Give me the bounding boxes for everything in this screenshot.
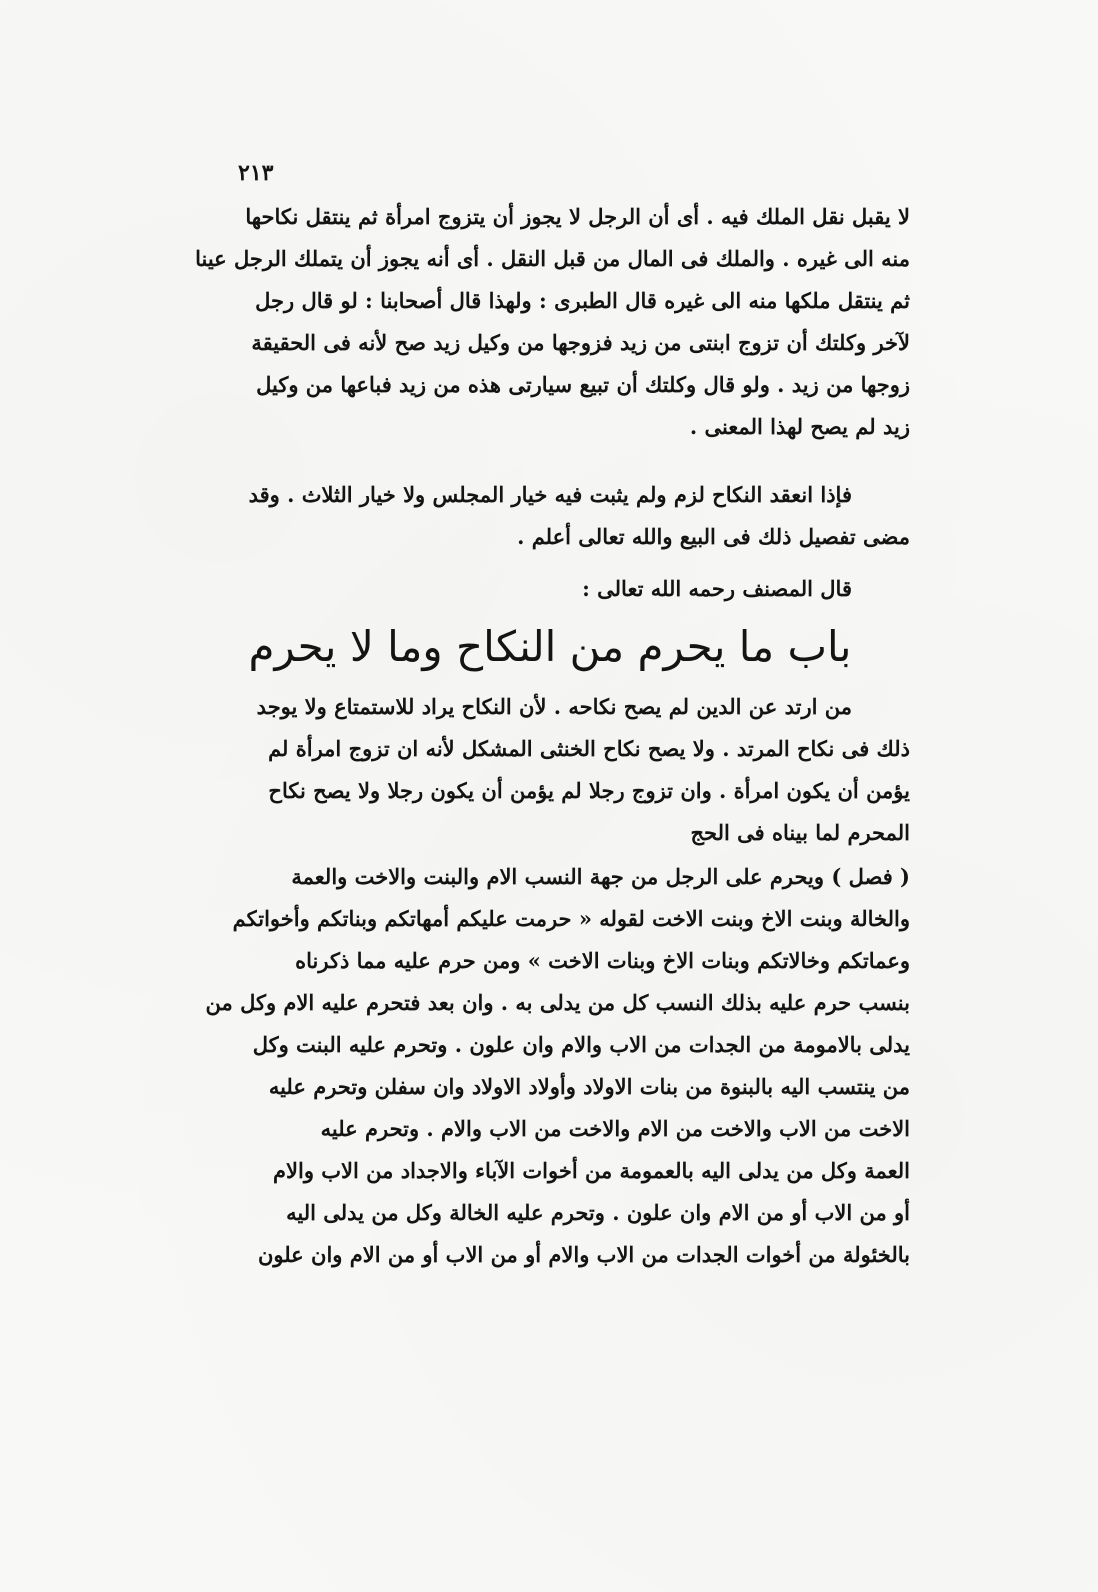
text-line: منه الى غيره . والملك فى المال من قبل النقل . أى أنه يجوز أن يتملك الرجل عينا — [195, 246, 910, 271]
page-number: ٢١٣ — [238, 160, 274, 186]
text-line: بالخئولة من أخوات الجدات من الاب والام أو من الاب أو من الام وان علون — [257, 1242, 910, 1267]
text-line: العمة وكل من يدلى اليه بالعمومة من أخوات الآباء والاجداد من الاب والام — [273, 1158, 910, 1183]
text-line: والخالة وبنت الاخ وبنت الاخت لقوله « حرمت عليكم أمهاتكم وبناتكم وأخواتكم — [232, 906, 910, 931]
text-line: فإذا انعقد النكاح لزم ولم يثبت فيه خيار المجلس ولا خيار الثلاث . وقد — [248, 482, 852, 507]
text-line: ثم ينتقل ملكها منه الى غيره قال الطبرى : ولهذا قال أصحابنا : لو قال رجل — [255, 288, 910, 313]
text-line: من ينتسب اليه بالبنوة من بنات الاولاد وأولاد الاولاد وان سفلن وتحرم عليه — [268, 1074, 910, 1099]
text-line: ذلك فى نكاح المرتد . ولا يصح نكاح الخنثى المشكل لأنه ان تزوج امرأة لم — [268, 736, 910, 761]
text-line: وعماتكم وخالاتكم وبنات الاخ وبنات الاخت » ومن حرم عليه مما ذكرناه — [295, 948, 910, 973]
paragraph-commentary — [190, 196, 910, 448]
text-line: أو من الاب أو من الام وان علون . وتحرم عليه الخالة وكل من يدلى اليه — [286, 1200, 910, 1225]
text-line: بنسب حرم عليه بذلك النسب كل من يدلى به . وان بعد فتحرم عليه الام وكل من — [205, 990, 910, 1015]
text-line: الاخت من الاب والاخت من الام والاخت من الاب والام . وتحرم عليه — [320, 1116, 910, 1141]
paragraph-section-lineage — [190, 856, 910, 1276]
text-line: لآخر وكلتك أن تزوج ابنتى من زيد فزوجها من وكيل زيد صح لأنه فى الحقيقة — [251, 330, 910, 355]
text-line: المحرم لما بيناه فى الحج — [690, 820, 910, 845]
text-line: يؤمن أن يكون امرأة . وان تزوج رجلا لم يؤمن أن يكون رجلا ولا يصح نكاح — [268, 778, 910, 803]
text-line: زيد لم يصح لهذا المعنى . — [689, 414, 910, 439]
text-line: زوجها من زيد . ولو قال وكلتك أن تبيع سيارتى هذه من زيد فباعها من وكيل — [256, 372, 910, 397]
text-line: يدلى بالامومة من الجدات من الاب والام وان علون . وتحرم عليه البنت وكل — [252, 1032, 910, 1057]
text-line: ( فصل ) ويحرم على الرجل من جهة النسب الام والبنت والاخت والعمة — [291, 864, 910, 889]
paragraph-prohibited-marriage — [190, 686, 910, 854]
chapter-heading: باب ما يحرم من النكاح وما لا يحرم — [248, 622, 852, 671]
text-line: مضى تفصيل ذلك فى البيع والله تعالى أعلم . — [517, 524, 910, 549]
paragraph-marriage-contract — [190, 474, 910, 558]
author-intro — [190, 568, 910, 610]
text-line: لا يقبل نقل الملك فيه . أى أن الرجل لا يجوز أن يتزوج امرأة ثم ينتقل نكاحها — [245, 204, 910, 229]
text-line: قال المصنف رحمه الله تعالى : — [582, 576, 852, 601]
text-line: من ارتد عن الدين لم يصح نكاحه . لأن النكاح يراد للاستمتاع ولا يوجد — [256, 694, 852, 719]
